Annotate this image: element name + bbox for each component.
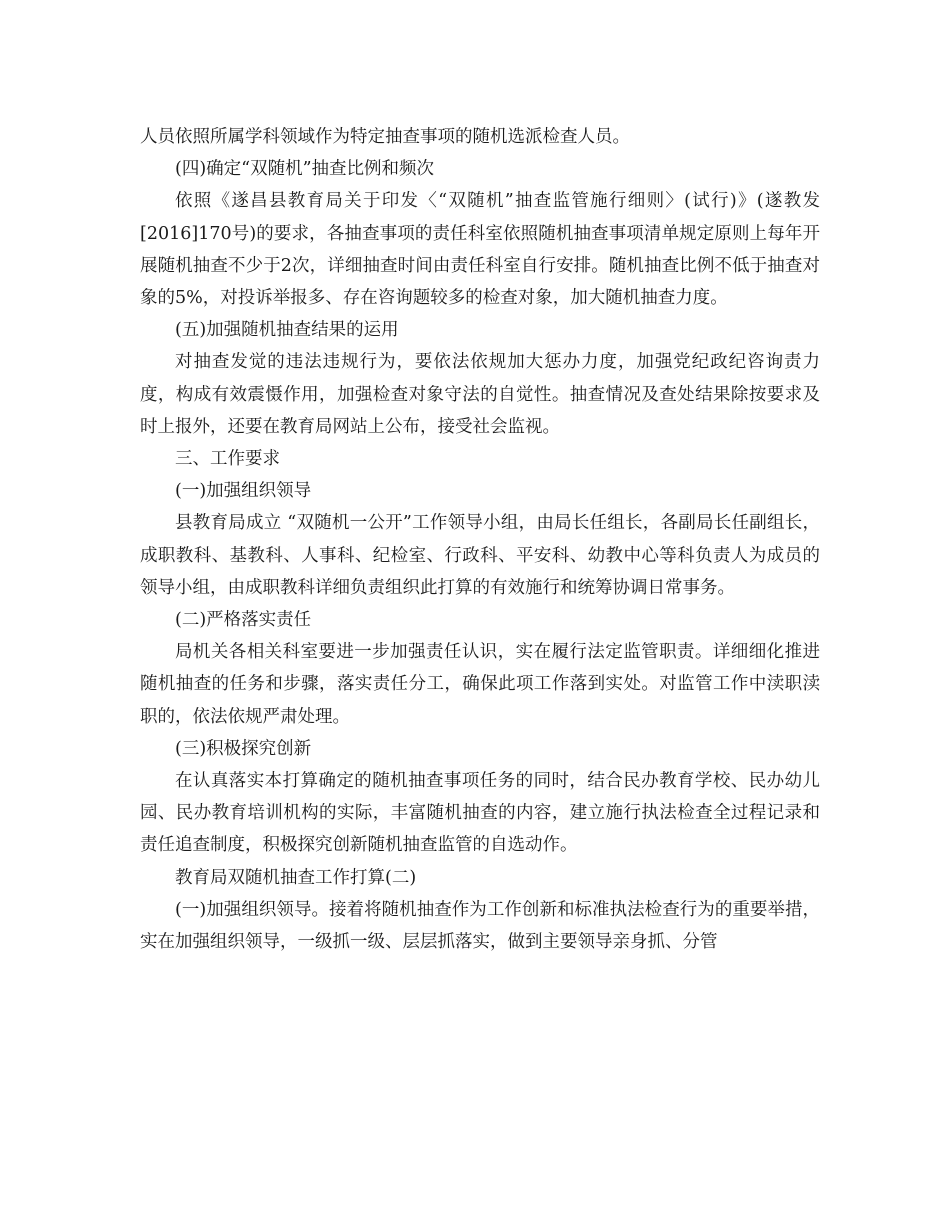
section-heading: (三)积极探究创新 bbox=[175, 738, 312, 759]
paragraph: 人员依照所属学科领域作为特定抽查事项的随机选派检查人员。 bbox=[140, 127, 630, 147]
document-body bbox=[140, 121, 820, 958]
section-heading: (一)加强组织领导 bbox=[175, 481, 312, 502]
paragraph: 依照《遂昌县教育局关于印发〈“双随机”抽查监管施行细则〉(试行)》(遂教发[2016]170号)的要求，各抽查事项的责任科室依照随机抽查事项清单规定原则上每年开展随机抽查不少于2次，详细抽查时间由责任科室自行安排。随机抽查比例不低于抽查对象的5%，对投诉举报多、存在咨询题较多的检查对象，加大随机抽查力度。 bbox=[140, 191, 820, 309]
document-subtitle: 教育局双随机抽查工作打算(二) bbox=[175, 867, 417, 888]
section-heading: 三、工作要求 bbox=[175, 449, 280, 470]
section-heading: (四)确定“双随机”抽查比例和频次 bbox=[175, 159, 435, 180]
paragraph: 局机关各相关科室要进一步加强责任认识，实在履行法定监管职责。详细细化推进随机抽查的任务和步骤，落实责任分工，确保此项工作落到实处。对监管工作中渎职渎职的，依法依规严肃处理。 bbox=[140, 642, 820, 727]
paragraph: (一)加强组织领导。接着将随机抽查作为工作创新和标准执法检查行为的重要举措，实在加强组织领导，一级抓一级、层层抓落实，做到主要领导亲身抓、分管 bbox=[140, 899, 820, 953]
section-heading: (五)加强随机抽查结果的运用 bbox=[175, 320, 399, 341]
paragraph: 县教育局成立 “双随机一公开”工作领导小组，由局长任组长，各副局长任副组长，成职教科、基教科、人事科、纪检室、行政科、平安科、幼教中心等科负责人为成员的领导小组，由成职教科详细负责组织此打算的有效施行和统筹协调日常事务。 bbox=[140, 513, 820, 598]
paragraph: 在认真落实本打算确定的随机抽查事项任务的同时，结合民办教育学校、民办幼儿园、民办教育培训机构的实际，丰富随机抽查的内容，建立施行执法检查全过程记录和责任追查制度，积极探究创新随机抽查监管的自选动作。 bbox=[140, 771, 820, 856]
section-heading: (二)严格落实责任 bbox=[175, 610, 312, 631]
paragraph: 对抽查发觉的违法违规行为，要依法依规加大惩办力度，加强党纪政纪咨询责力度，构成有效震慑作用，加强检查对象守法的自觉性。抽查情况及查处结果除按要求及时上报外，还要在教育局网站上公布，接受社会监视。 bbox=[140, 352, 820, 437]
